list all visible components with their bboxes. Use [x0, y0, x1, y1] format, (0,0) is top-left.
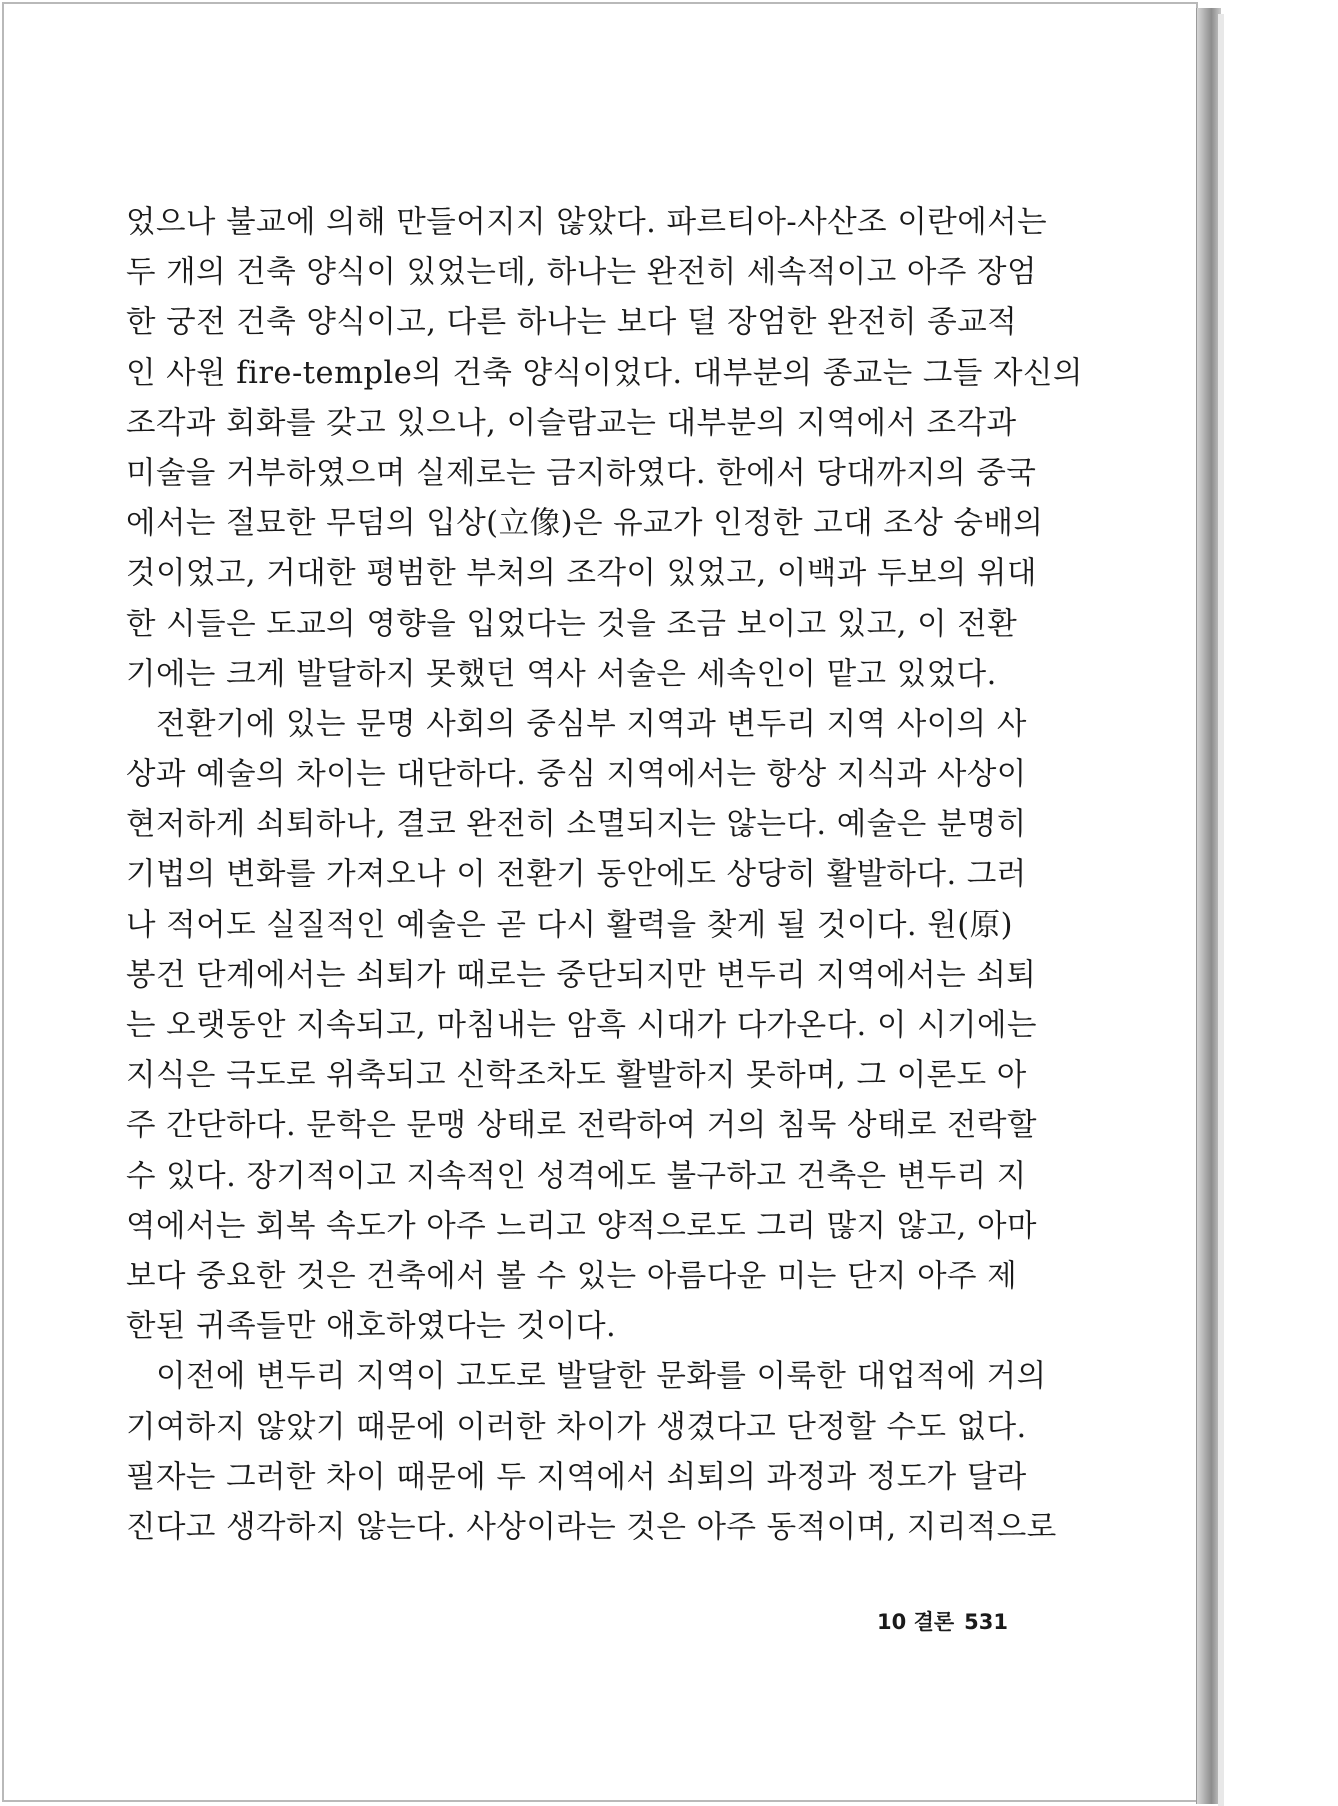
text-line: 었으나 불교에 의해 만들어지지 않았다. 파르티아-사산조 이란에서는: [126, 205, 1048, 240]
text-line: 나 적어도 실질적인 예술은 곧 다시 활력을 찾게 될 것이다. 원(原): [126, 907, 1014, 943]
text-line: 현저하게 쇠퇴하나, 결코 완전히 소멸되지는 않는다. 예술은 분명히: [126, 807, 1027, 843]
page-edge-shadow: [1218, 14, 1224, 1806]
text-line: 미술을 거부하였으며 실제로는 금지하였다. 한에서 당대까지의 중국: [126, 455, 1037, 491]
text-line: 보다 중요한 것은 건축에서 볼 수 있는 아름다운 미는 단지 아주 제: [126, 1258, 1018, 1294]
text-line: 기여하지 않았기 때문에 이러한 차이가 생겼다고 단정할 수도 없다.: [126, 1409, 1027, 1445]
body-text: [126, 198, 1083, 1553]
text-line: 전환기에 있는 문명 사회의 중심부 지역과 변두리 지역 사이의 사: [156, 706, 1027, 742]
text-line: 한 시들은 도교의 영향을 입었다는 것을 조금 보이고 있고, 이 전환: [126, 606, 1018, 642]
text-line: 지식은 극도로 위축되고 신학조차도 활발하지 못하며, 그 이론도 아: [126, 1058, 1027, 1094]
text-line: 것이었고, 거대한 평범한 부처의 조각이 있었고, 이백과 두보의 위대: [126, 556, 1037, 592]
text-line: 기법의 변화를 가져오나 이 전환기 동안에도 상당히 활발하다. 그러: [126, 857, 1027, 893]
text-line: 필자는 그러한 차이 때문에 두 지역에서 쇠퇴의 과정과 정도가 달라: [126, 1459, 1027, 1495]
text-line: 는 오랫동안 지속되고, 마침내는 암흑 시대가 다가온다. 이 시기에는: [126, 1008, 1037, 1043]
text-line: 두 개의 건축 양식이 있었는데, 하나는 완전히 세속적이고 아주 장엄: [126, 255, 1037, 291]
text-line: 인 사원 fire-temple의 건축 양식이었다. 대부분의 종교는 그들 자신의: [126, 355, 1083, 391]
chapter-label: 10 결론: [877, 1610, 955, 1634]
text-line: 상과 예술의 차이는 대단하다. 중심 지역에서는 항상 지식과 사상이: [126, 757, 1027, 793]
page-number: 531: [964, 1610, 1008, 1634]
text-line: 이전에 변두리 지역이 고도로 발달한 문화를 이룩한 대업적에 거의: [156, 1359, 1047, 1395]
text-line: 수 있다. 장기적이고 지속적인 성격에도 불구하고 건축은 변두리 지: [126, 1158, 1027, 1194]
text-line: 주 간단하다. 문학은 문맹 상태로 전락하여 거의 침묵 상태로 전락할: [126, 1108, 1037, 1144]
text-line: 기에는 크게 발달하지 못했던 역사 서술은 세속인이 맡고 있었다.: [126, 656, 997, 692]
text-line: 에서는 절묘한 무덤의 입상(立像)은 유교가 인정한 고대 조상 숭배의: [126, 506, 1044, 542]
page-footer: [858, 1606, 1008, 1640]
text-line: 한된 귀족들만 애호하였다는 것이다.: [126, 1309, 617, 1345]
text-line: 조각과 회화를 갖고 있으나, 이슬람교는 대부분의 지역에서 조각과: [126, 405, 1017, 441]
text-line: 진다고 생각하지 않는다. 사상이라는 것은 아주 동적이며, 지리적으로: [126, 1509, 1057, 1545]
text-line: 봉건 단계에서는 쇠퇴가 때로는 중단되지만 변두리 지역에서는 쇠퇴: [126, 957, 1037, 993]
text-line: 역에서는 회복 속도가 아주 느리고 양적으로도 그리 많지 않고, 아마: [126, 1208, 1037, 1244]
text-line: 한 궁전 건축 양식이고, 다른 하나는 보다 덜 장엄한 완전히 종교적: [126, 305, 1018, 341]
